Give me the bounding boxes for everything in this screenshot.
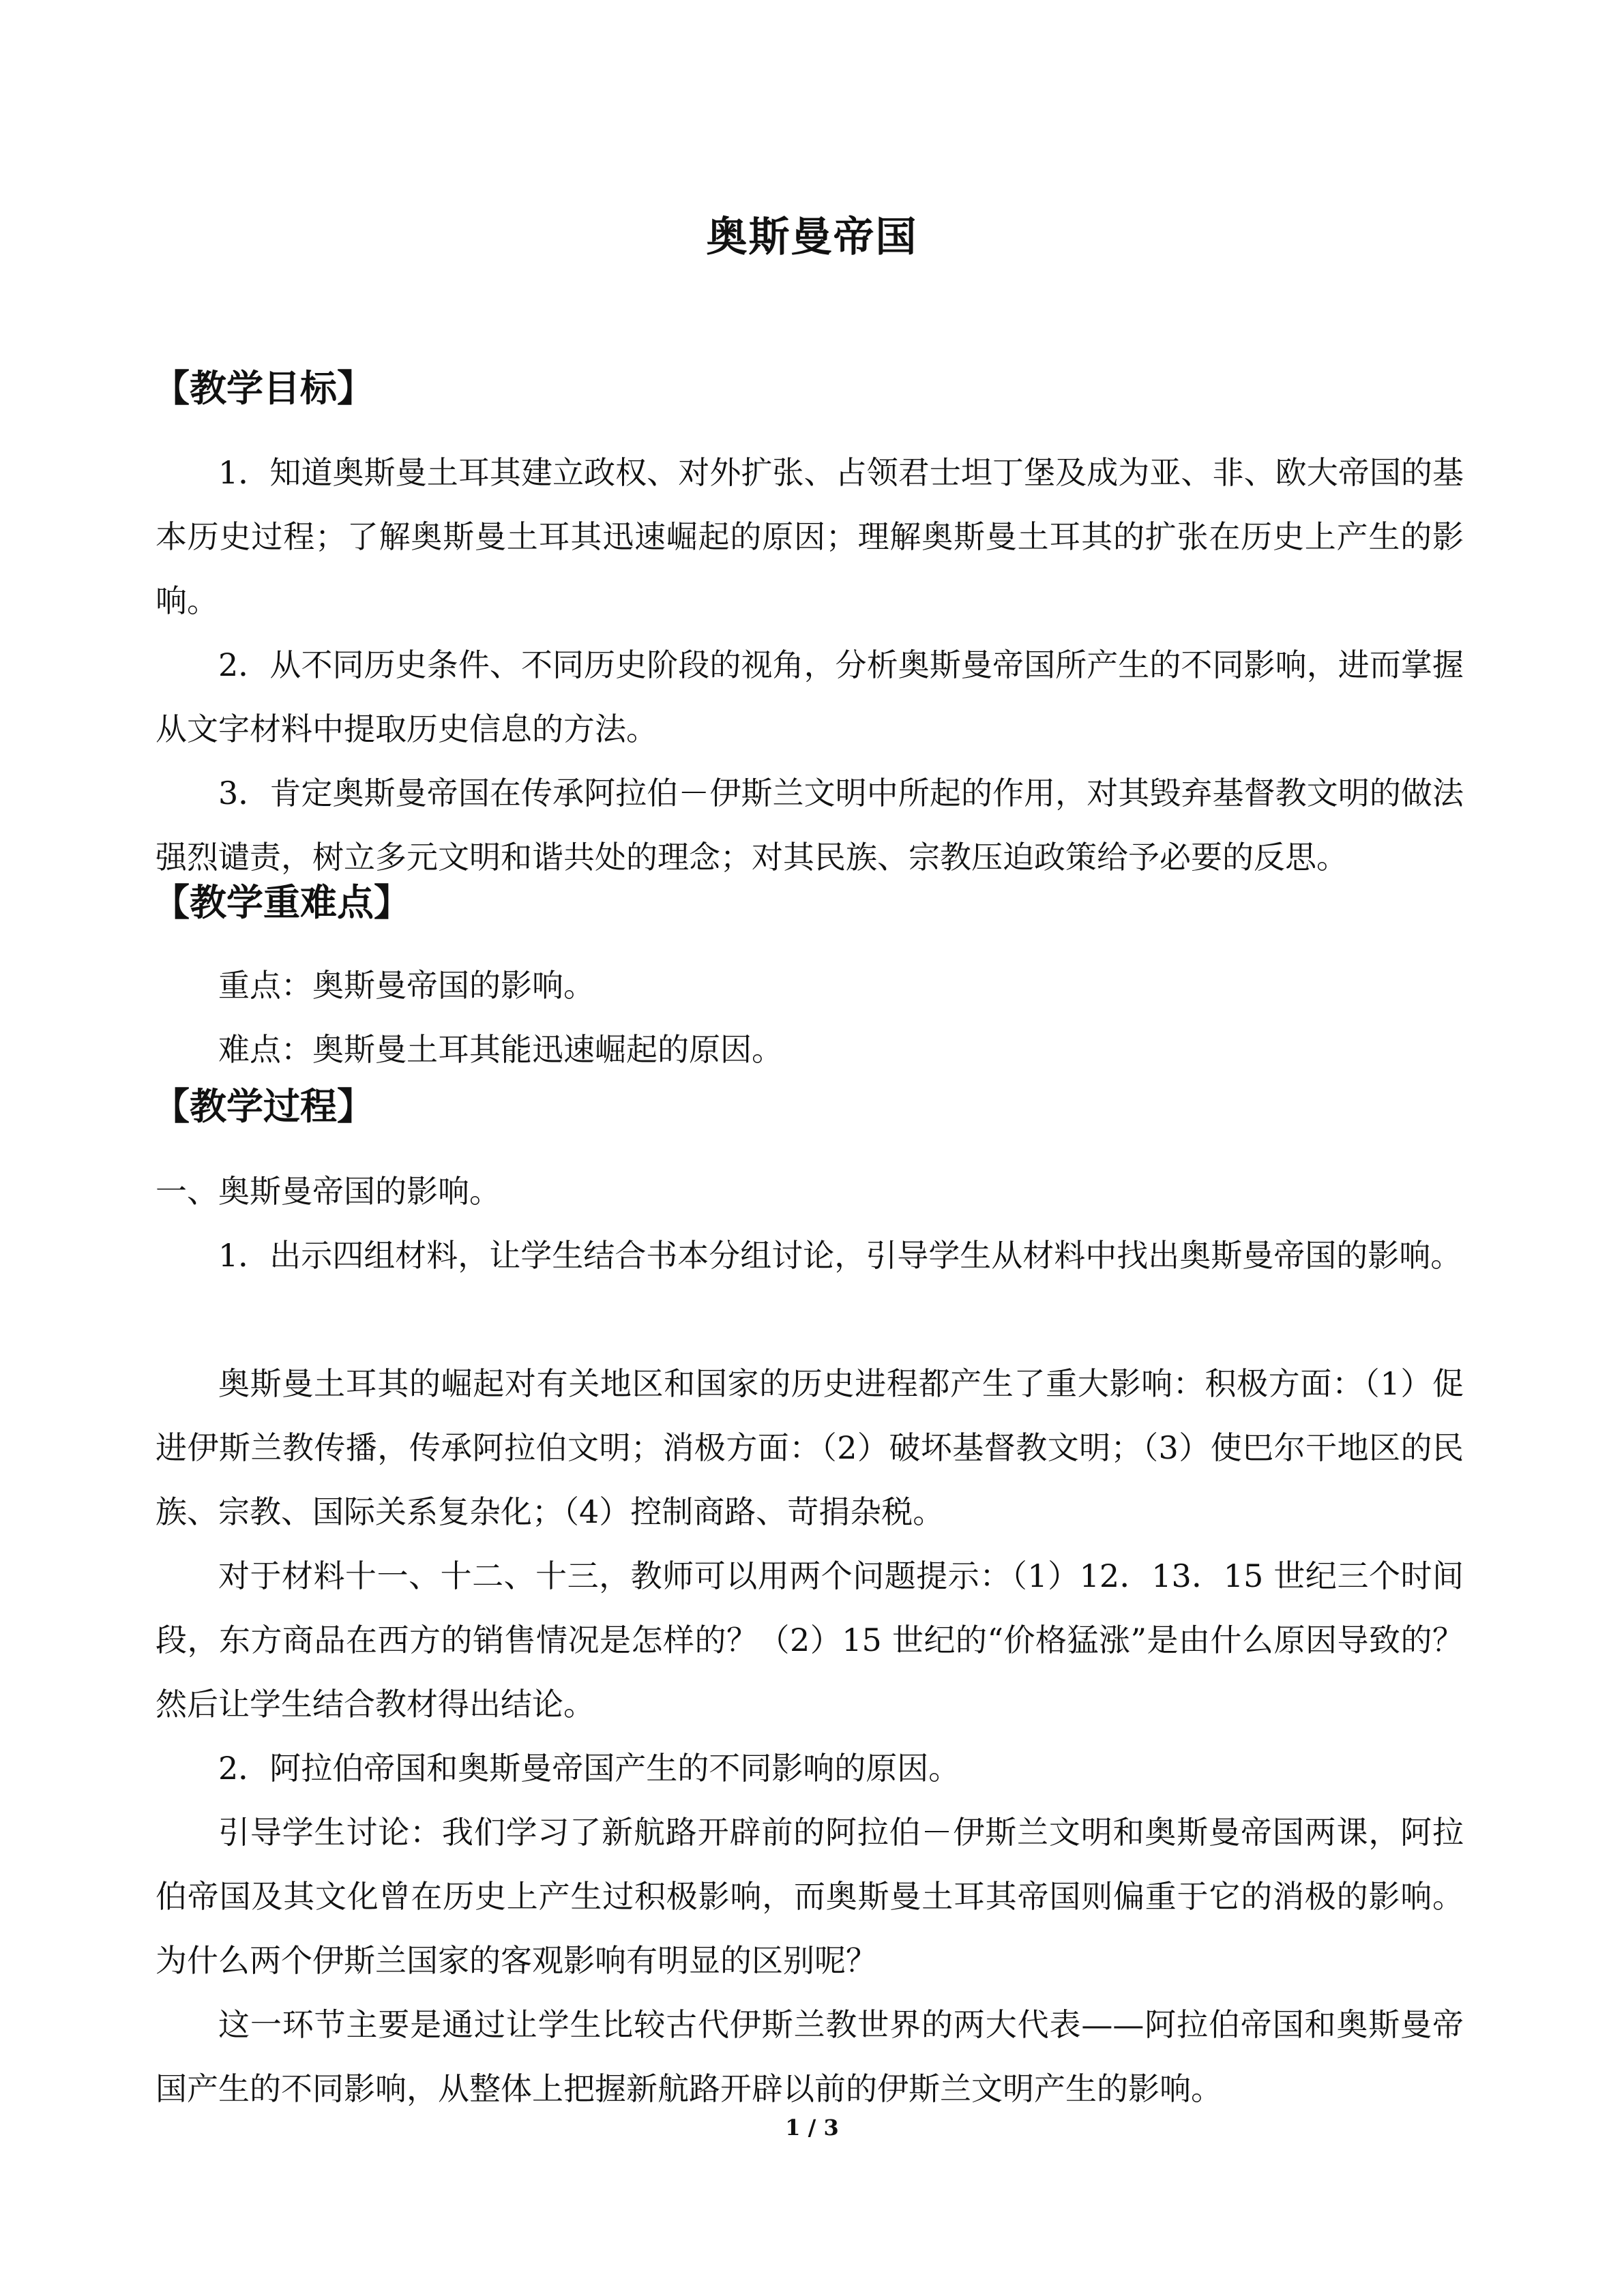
page-number: 1 / 3 (785, 2115, 839, 2141)
process-paragraph-4: 2．阿拉伯帝国和奥斯曼帝国产生的不同影响的原因。 (218, 1750, 960, 1787)
section-heading-key-points: 【教学重难点】 (153, 880, 411, 924)
process-paragraph-3: 对于材料十一、十二、十三，教师可以用两个问题提示：（1）12．13．15 世纪三个时间段，东方商品在西方的销售情况是怎样的？（2）15 世纪的“价格猛涨”是由什么原因导致的？然后让学生结合教材得出结论。 (156, 1557, 1464, 1723)
key-point-difficulty: 难点：奥斯曼土耳其能迅速崛起的原因。 (218, 1031, 783, 1068)
process-paragraph-1: 1．出示四组材料，让学生结合书本分组讨论，引导学生从材料中找出奥斯曼帝国的影响。 (218, 1237, 1462, 1274)
section-heading-objectives: 【教学目标】 (153, 366, 374, 410)
section-heading-process: 【教学过程】 (153, 1084, 374, 1128)
objective-item-1: 1．知道奥斯曼土耳其建立政权、对外扩张、占领君士坦丁堡及成为亚、非、欧大帝国的基本历史过程；了解奥斯曼土耳其迅速崛起的原因；理解奥斯曼土耳其的扩张在历史上产生的影响。 (156, 454, 1464, 619)
objective-item-3: 3．肯定奥斯曼帝国在传承阿拉伯－伊斯兰文明中所起的作用，对其毁弃基督教文明的做法强烈谴责，树立多元文明和谐共处的理念；对其民族、宗教压迫政策给予必要的反思。 (156, 775, 1464, 876)
process-paragraph-6: 这一环节主要是通过让学生比较古代伊斯兰教世界的两大代表——阿拉伯帝国和奥斯曼帝国产生的不同影响，从整体上把握新航路开辟以前的伊斯兰文明产生的影响。 (156, 2006, 1464, 2107)
process-paragraph-2: 奥斯曼土耳其的崛起对有关地区和国家的历史进程都产生了重大影响：积极方面：（1）促进伊斯兰教传播，传承阿拉伯文明；消极方面：（2）破坏基督教文明；（3）使巴尔干地区的民族、宗教、国际关系复杂化；（4）控制商路、苛捐杂税。 (156, 1365, 1464, 1530)
key-point-focus: 重点：奥斯曼帝国的影响。 (218, 967, 595, 1004)
process-paragraph-5: 引导学生讨论：我们学习了新航路开辟前的阿拉伯－伊斯兰文明和奥斯曼帝国两课，阿拉伯帝国及其文化曾在历史上产生过积极影响，而奥斯曼土耳其帝国则偏重于它的消极的影响。为什么两个伊斯兰国家的客观影响有明显的区别呢？ (156, 1814, 1464, 1979)
objective-item-2: 2．从不同历史条件、不同历史阶段的视角，分析奥斯曼帝国所产生的不同影响，进而掌握从文字材料中提取历史信息的方法。 (156, 646, 1464, 747)
page-title: 奥斯曼帝国 (706, 213, 918, 261)
process-part1-title: 一、奥斯曼帝国的影响。 (156, 1173, 501, 1210)
